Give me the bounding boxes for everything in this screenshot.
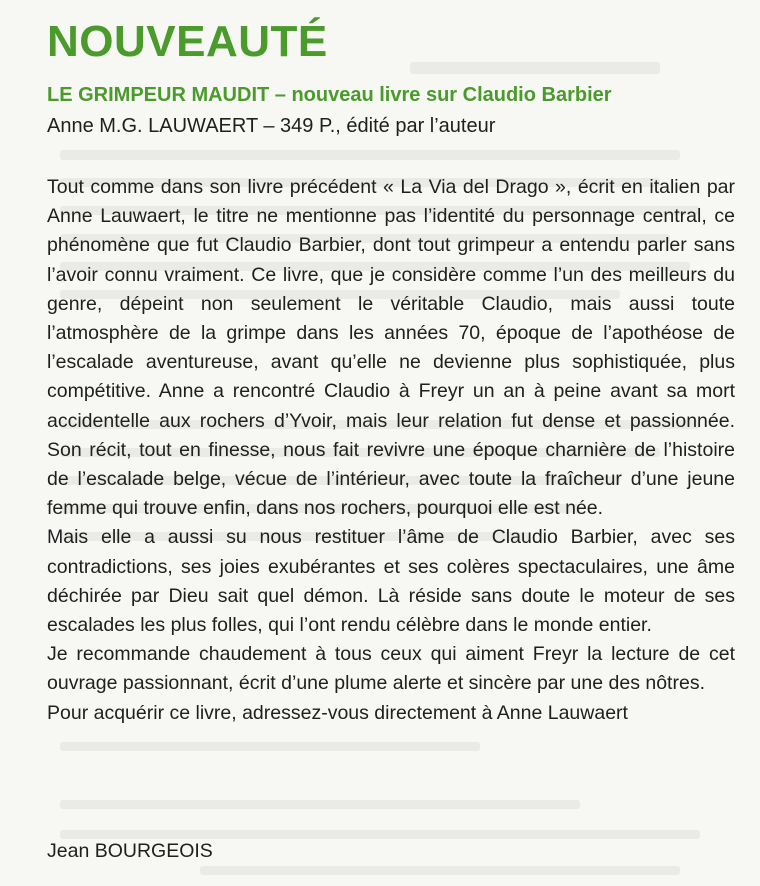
author-signature: Jean BOURGEOIS	[47, 840, 213, 862]
body-paragraph: Tout comme dans son livre précédent « La Via del Drago », écrit en italien par Anne Lauwaert, le titre ne mentionne pas l’identité du personnage central, ce phénomène que fut Claudio Barbier, dont tout grimpeur a entendu parler sans l’avoir connu vraiment. Ce livre, que je considère comme l’un des meilleurs du genre, dépeint non seulement le véritable Claudio, mais aussi toute l’atmosphère de la grimpe dans les années 70, époque de l’apothéose de l’escalade aventureuse, avant qu’elle ne devienne plus sophistiquée, plus compétitive. Anne a rencontré Claudio à Freyr un an à peine avant sa mort accidentelle aux rochers d’Yvoir, mais leur relation fut dense et passionnée. Son récit, tout en finesse, nous fait revivre une époque charnière de l’histoire de l’escalade belge, vécue de l’intérieur, avec toute la fraîcheur d’une jeune femme qui trouve enfin, dans nos rochers, pourquoi elle est née.	[47, 176, 735, 520]
body-paragraph: Je recommande chaudement à tous ceux qui aiment Freyr la lecture de cet ouvrage passionnant, écrit d’une plume alerte et sincère par une des nôtres.	[47, 643, 735, 695]
book-heading: LE GRIMPEUR MAUDIT – nouveau livre sur Claudio Barbier	[47, 84, 612, 106]
body-paragraph: Pour acquérir ce livre, adressez-vous directement à Anne Lauwaert	[47, 701, 628, 724]
article-body	[47, 173, 735, 728]
body-paragraph: Mais elle a aussi su nous restituer l’âme de Claudio Barbier, avec ses contradictions, ses joies exubérantes et ses colères spectaculaires, une âme déchirée par Dieu sait quel démon. Là réside sans doute le moteur de ses escalades les plus folles, qui l’ont rendu célèbre dans le monde entier.	[47, 526, 735, 637]
author-byline: Anne M.G. LAUWAERT – 349 P., édité par l’auteur	[47, 115, 496, 137]
section-title: NOUVEAUTÉ	[47, 17, 328, 66]
